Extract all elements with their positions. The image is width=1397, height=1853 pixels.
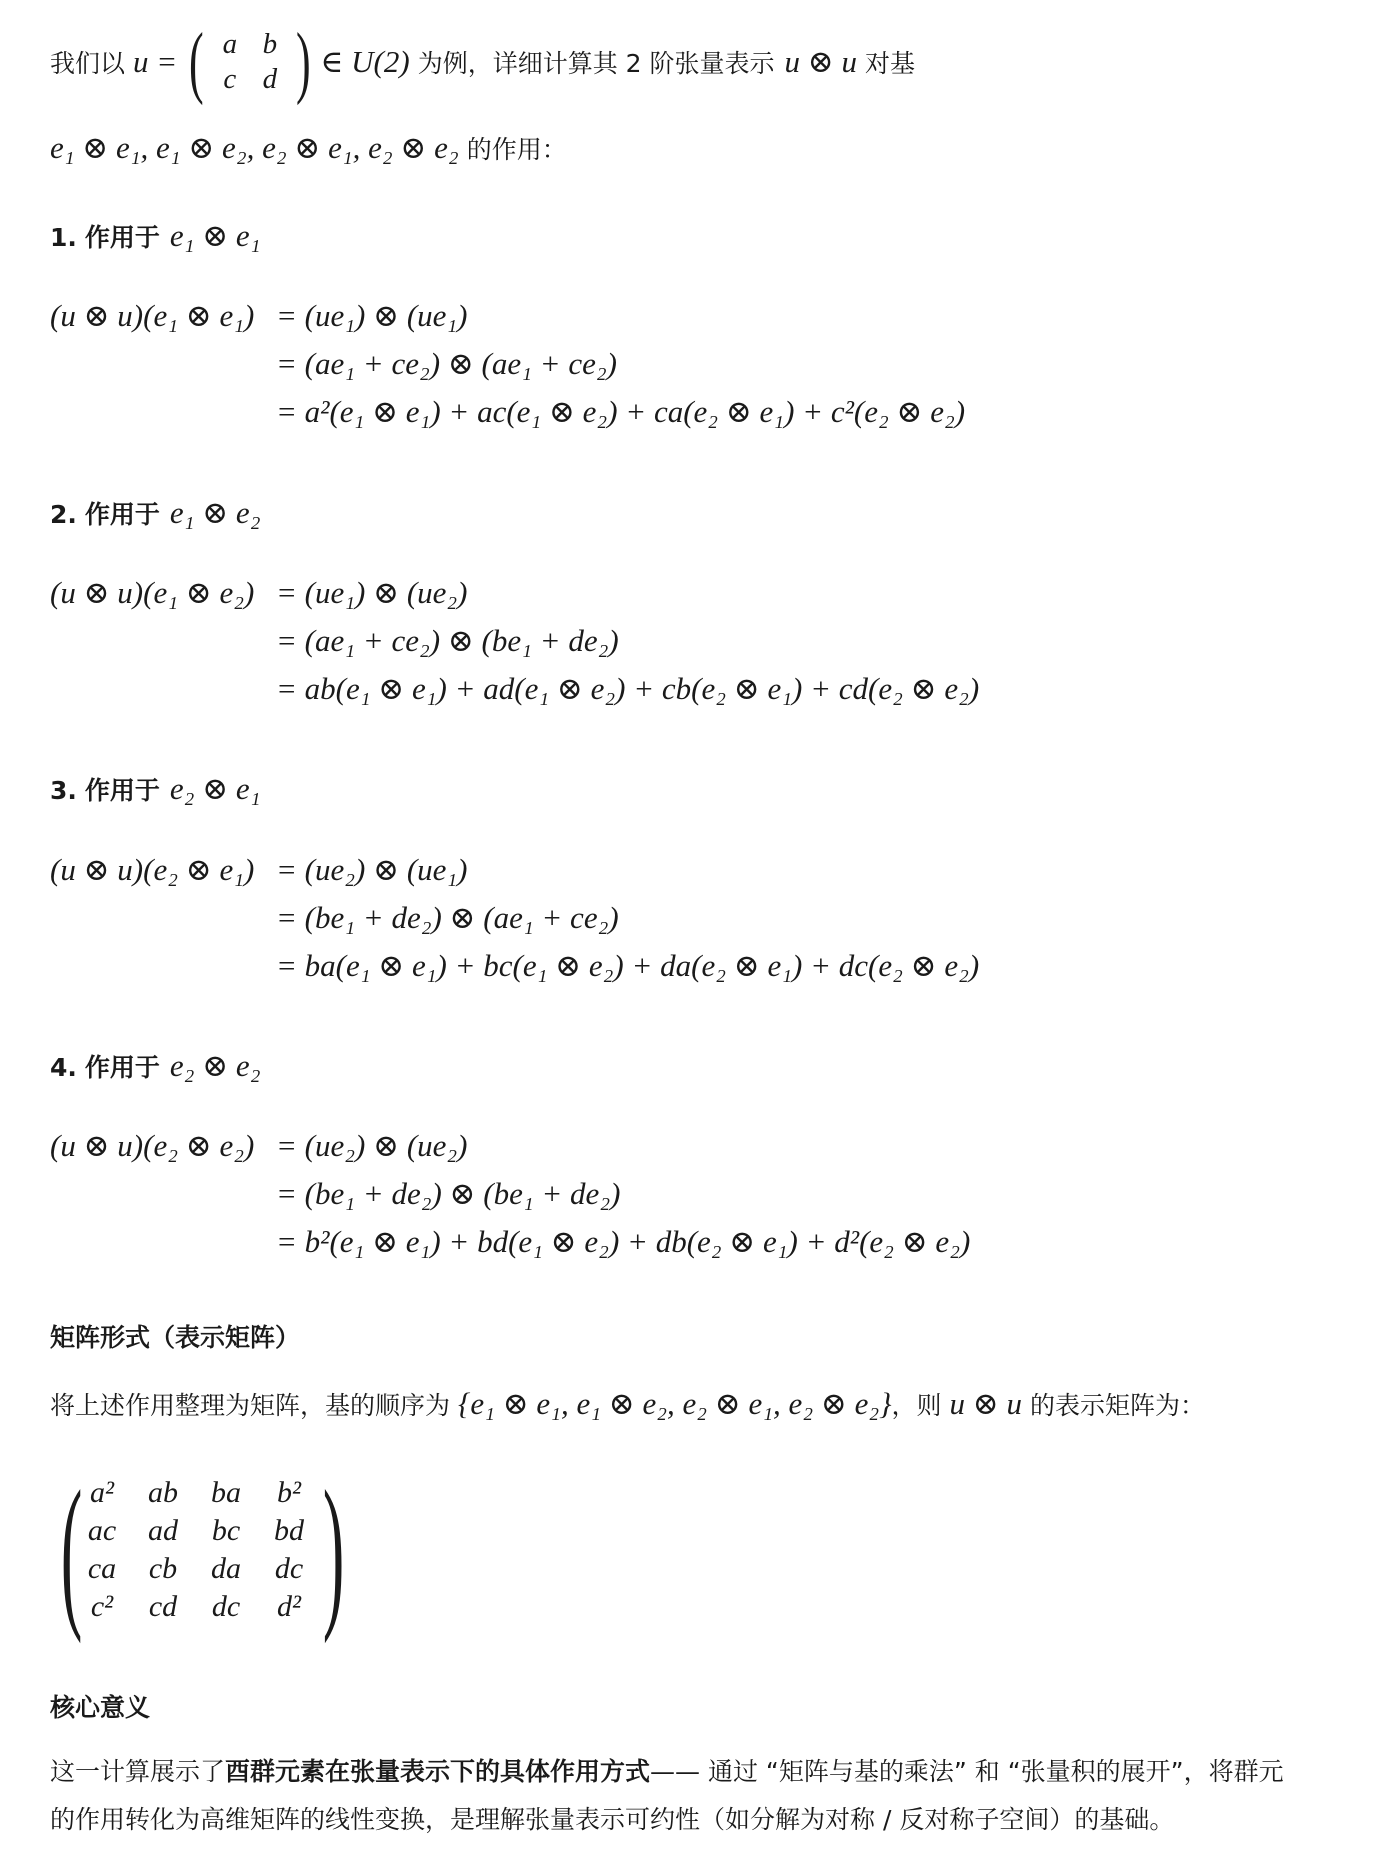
- matrix-text-prefix: 将上述作用整理为矩阵，基的顺序为: [50, 1391, 451, 1420]
- matrix-cell: ba: [211, 1476, 241, 1509]
- section-title: 作用于: [84, 223, 160, 252]
- matrix-grid: [72, 1474, 320, 1626]
- meaning-line-2: 的作用转化为高维矩阵的线性变换，是理解张量表示可约性（如分解为对称 / 反对称子空间）的基础。: [50, 1805, 1175, 1834]
- u-matrix: [183, 18, 316, 106]
- matrix-cell: bc: [211, 1514, 241, 1547]
- section-basis: e₂ ⊗ e₂: [169, 1048, 261, 1083]
- representation-matrix: [54, 1456, 345, 1644]
- matrix-right-paren: ): [322, 1456, 345, 1644]
- equation-lhs: (u ⊗ u)(e₂ ⊗ e₂): [50, 1128, 255, 1163]
- section-heading: [50, 495, 260, 531]
- matrix-left-paren: (: [60, 1456, 83, 1644]
- section-basis: e₁ ⊗ e₂: [169, 495, 261, 530]
- intro-line-1: [50, 18, 916, 106]
- matrix-cell: b²: [277, 1476, 301, 1509]
- equation-line: = (ae₁ + ce₂) ⊗ (be₁ + de₂): [276, 623, 619, 658]
- matrix-section-text: [50, 1386, 1205, 1422]
- equation-line: = (ue₂) ⊗ (ue₁): [276, 852, 468, 887]
- equation-line: = (ue₁) ⊗ (ue₁): [276, 298, 468, 333]
- intro-suffix: 对基: [865, 49, 916, 78]
- left-paren: (: [189, 18, 204, 106]
- intro-prefix: 我们以: [50, 49, 126, 78]
- meaning-line-1: [50, 1752, 1284, 1788]
- equation-line: = (ue₂) ⊗ (ue₂): [276, 1128, 468, 1163]
- section-number: 2.: [50, 500, 77, 529]
- matrix-cell: c²: [90, 1590, 114, 1623]
- equation-line: = ab(e₁ ⊗ e₁) + ad(e₁ ⊗ e₂) + cb(e₂ ⊗ e₁) + cd(e₂ ⊗ e₂): [276, 671, 980, 706]
- matrix-text-suffix: 的表示矩阵为：: [1030, 1391, 1206, 1420]
- matrix-cell: ac: [87, 1514, 117, 1547]
- section-number: 4.: [50, 1053, 77, 1082]
- section-title: 作用于: [84, 500, 160, 529]
- right-paren: ): [295, 18, 311, 106]
- matrix-cell: cd: [148, 1590, 178, 1623]
- matrix-cell: cb: [148, 1552, 178, 1585]
- u-definition: u =: [133, 44, 178, 79]
- section-basis: e₂ ⊗ e₁: [169, 771, 261, 806]
- matrix-cell: d²: [277, 1590, 301, 1623]
- equation-line: = (be₁ + de₂) ⊗ (ae₁ + ce₂): [276, 900, 619, 935]
- meaning-section-heading: 核心意义: [50, 1693, 151, 1722]
- equation-line: = a²(e₁ ⊗ e₁) + ac(e₁ ⊗ e₂) + ca(e₂ ⊗ e₁) + c²(e₂ ⊗ e₂): [276, 394, 966, 429]
- matrix-cell: da: [211, 1552, 241, 1585]
- intro-middle: 为例，详细计算其 2 阶张量表示: [417, 49, 775, 78]
- equation-line: = (ue₁) ⊗ (ue₂): [276, 575, 468, 610]
- equation-line: = ba(e₁ ⊗ e₁) + bc(e₁ ⊗ e₂) + da(e₂ ⊗ e₁) + dc(e₂ ⊗ e₂): [276, 948, 980, 983]
- section-number: 3.: [50, 776, 77, 805]
- group-membership: ∈ U(2): [320, 44, 410, 79]
- matrix-entry: c: [223, 63, 237, 95]
- intro-line-2: [50, 130, 567, 166]
- matrix-cell: dc: [274, 1552, 304, 1585]
- equation-lhs: (u ⊗ u)(e₁ ⊗ e₂): [50, 575, 255, 610]
- matrix-cell: bd: [274, 1514, 304, 1547]
- matrix-entry: a: [222, 28, 238, 60]
- section-heading: [50, 1048, 260, 1084]
- section-title: 作用于: [84, 1053, 160, 1082]
- basis-suffix: 的作用：: [466, 135, 567, 164]
- meaning-suffix: —— 通过 “矩阵与基的乘法” 和 “张量积的展开”，将群元: [650, 1757, 1284, 1786]
- matrix-cell: a²: [90, 1476, 114, 1509]
- section-basis: e₁ ⊗ e₁: [169, 218, 261, 253]
- equation-line: = (be₁ + de₂) ⊗ (be₁ + de₂): [276, 1176, 621, 1211]
- matrix-section-heading: 矩阵形式（表示矩阵）: [50, 1323, 301, 1352]
- section-number: 1.: [50, 223, 77, 252]
- u-matrix-entries: [210, 28, 290, 96]
- matrix-cell: dc: [211, 1590, 241, 1623]
- matrix-entry: d: [262, 63, 278, 95]
- meaning-bold-phrase: 酉群元素在张量表示下的具体作用方式: [225, 1757, 651, 1786]
- matrix-tensor: u ⊗ u: [949, 1386, 1023, 1421]
- matrix-cell: ab: [148, 1476, 178, 1509]
- meaning-prefix: 这一计算展示了: [50, 1757, 226, 1786]
- matrix-cell: ad: [148, 1514, 178, 1547]
- section-heading: [50, 218, 260, 254]
- section-heading: [50, 771, 260, 807]
- equation-lhs: (u ⊗ u)(e₁ ⊗ e₁): [50, 298, 255, 333]
- section-title: 作用于: [84, 776, 160, 805]
- matrix-entry: b: [262, 28, 278, 60]
- basis-order-set: {e₁ ⊗ e₁, e₁ ⊗ e₂, e₂ ⊗ e₁, e₂ ⊗ e₂}: [458, 1386, 892, 1421]
- equation-line: = b²(e₁ ⊗ e₁) + bd(e₁ ⊗ e₂) + db(e₂ ⊗ e₁) + d²(e₂ ⊗ e₂): [276, 1224, 971, 1259]
- matrix-cell: ca: [87, 1552, 117, 1585]
- equation-line: = (ae₁ + ce₂) ⊗ (ae₁ + ce₂): [276, 346, 617, 381]
- basis-list: e₁ ⊗ e₁, e₁ ⊗ e₂, e₂ ⊗ e₁, e₂ ⊗ e₂: [50, 130, 459, 165]
- intro-tensor: u ⊗ u: [784, 44, 857, 79]
- equation-lhs: (u ⊗ u)(e₂ ⊗ e₁): [50, 852, 255, 887]
- matrix-text-mid: ，则: [891, 1391, 942, 1420]
